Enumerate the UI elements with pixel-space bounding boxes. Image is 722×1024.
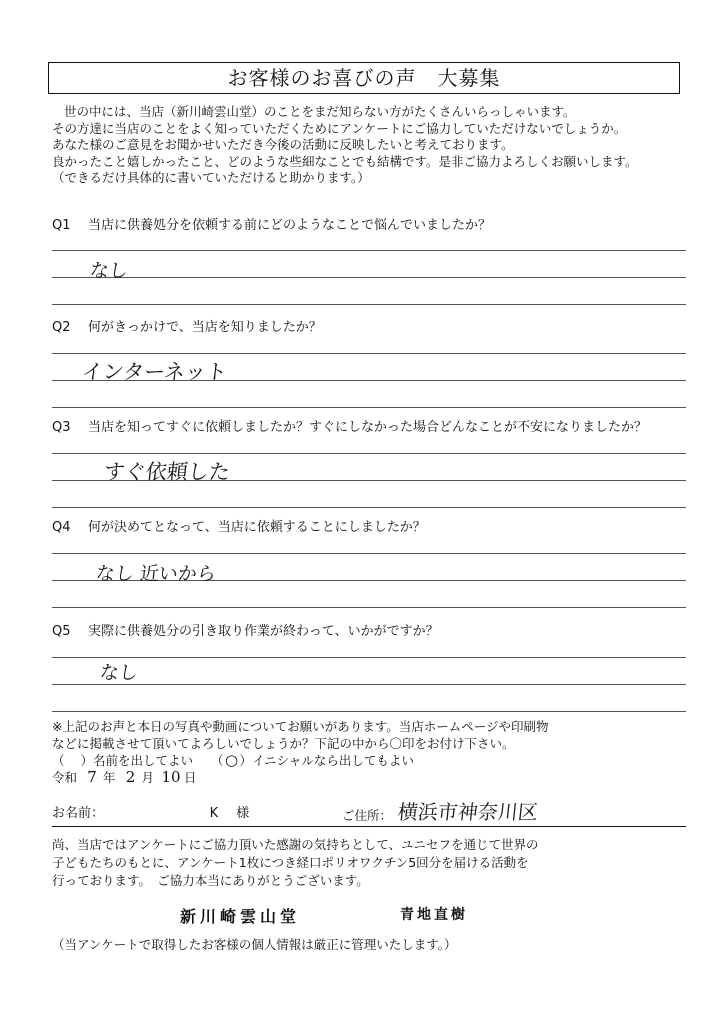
question-text: 何がきっかけで、当店を知りましたか？ xyxy=(88,320,322,335)
customer-name-row xyxy=(52,802,249,821)
question-5 xyxy=(52,620,439,639)
answer-rule xyxy=(52,277,686,278)
answer-rule xyxy=(52,407,686,408)
intro-line: 世の中には、当店（新川崎雲山堂）のことをまだ知らない方がたくさんいらっしゃいます。 xyxy=(64,104,576,119)
date-year: 7 xyxy=(87,768,97,786)
option-name-ok[interactable]: （ ）名前を出してよい xyxy=(52,753,194,768)
answer-rule xyxy=(52,507,686,508)
consent-options xyxy=(52,752,548,769)
question-number: Q5 xyxy=(52,624,71,639)
date-day-unit: 日 xyxy=(184,770,197,785)
answer-rule xyxy=(52,607,686,608)
intro-line: 良かったこと嬉しかったこと、どのような些細なことでも結構です。是非ご協力よろしくお願いします。 xyxy=(52,153,638,169)
consent-section xyxy=(52,718,548,786)
intro-line: あなた様のご意見をお聞かせいただき今後の活動に反映したいと考えております。 xyxy=(52,137,514,152)
date-year-unit: 年 xyxy=(103,770,116,785)
question-4 xyxy=(52,516,426,535)
intro-line: （できるだけ具体的に書いていただけると助かります。） xyxy=(52,170,370,185)
intro-text xyxy=(52,104,702,187)
intro-line: その方達に当店のことをよく知っていただくためにアンケートにご協力していただけないでしょうか。 xyxy=(52,120,627,136)
answer-rule xyxy=(52,657,686,658)
option-name-ok-label: 名前を出してよい xyxy=(93,753,194,768)
question-number: Q1 xyxy=(52,218,71,233)
question-text: 実際に供養処分の引き取り作業が終わって、いかがですか？ xyxy=(88,624,439,639)
answer-1-handwritten: なし xyxy=(88,260,130,282)
answer-rule xyxy=(52,684,686,685)
option-initial-ok-mark: ○ xyxy=(225,751,239,769)
question-2 xyxy=(52,316,322,335)
closing-line: 子どもたちのもとに、アンケート1枚につき経口ポリオワクチン5回分を届ける活動を xyxy=(52,855,529,870)
answer-rule xyxy=(52,553,686,554)
option-initial-ok[interactable]: （○）イニシャルなら出してもよい xyxy=(211,751,414,769)
page-title: お客様のお喜びの声 大募集 xyxy=(48,62,680,94)
date-day: 10 xyxy=(161,768,181,786)
answer-rule xyxy=(52,353,686,354)
question-number: Q3 xyxy=(52,420,71,435)
question-number: Q2 xyxy=(52,320,71,335)
consent-line: などに掲載させて頂いてよろしいでしょうか？下記の中から〇印をお付け下さい。 xyxy=(52,736,515,751)
address-label: ご住所： xyxy=(342,808,393,823)
answer-rule xyxy=(52,453,686,454)
option-initial-ok-label: イニシャルなら出してもよい xyxy=(252,753,414,768)
answer-4-handwritten: なし 近いから xyxy=(94,563,218,585)
date-month-unit: 月 xyxy=(141,770,155,785)
question-text: 当店を知ってすぐに依頼しましたか？すぐにしなかった場合どんなことが不安になりましたか？ xyxy=(88,420,648,435)
privacy-footer: （当アンケートで取得したお客様の個人情報は厳正に管理いたします。） xyxy=(52,937,457,952)
closing-line: 尚、当店ではアンケートにご協力頂いた感謝の気持ちとして、ユニセフを通じて世界の xyxy=(52,837,539,852)
answer-rule xyxy=(52,304,686,305)
date-era: 令和 xyxy=(52,770,78,785)
question-text: 当店に供養処分を依頼する前にどのようなことで悩んでいましたか？ xyxy=(88,218,492,233)
question-number: Q4 xyxy=(52,520,71,535)
consent-line: ※上記のお声と本日の写真や動画についてお願いがあります。当店ホームページや印刷物 xyxy=(52,719,549,734)
address-value-handwritten: 横浜市神奈川区 xyxy=(396,800,540,824)
closing-text xyxy=(52,836,539,890)
survey-date xyxy=(52,769,548,786)
shop-name: 新川崎雲山堂 xyxy=(180,907,301,926)
answer-3-handwritten: すぐ依頼した xyxy=(102,460,232,484)
name-address-rule xyxy=(52,826,686,827)
name-value: K xyxy=(209,806,219,821)
name-label: お名前： xyxy=(52,806,105,821)
closing-line: 行っております。 ご協力本当にありがとうございます。 xyxy=(52,873,369,888)
question-text: 何が決めてとなって、当店に依頼することにしましたか？ xyxy=(88,520,426,535)
question-3 xyxy=(52,416,647,435)
date-month: 2 xyxy=(125,768,136,786)
answer-rule xyxy=(52,711,686,712)
owner-name: 青地直樹 xyxy=(400,907,468,923)
answer-5-handwritten: なし xyxy=(98,662,140,684)
name-suffix: 様 xyxy=(236,806,250,821)
question-1 xyxy=(52,214,491,233)
answer-2-handwritten: インターネット xyxy=(80,360,229,384)
answer-rule xyxy=(52,250,686,251)
